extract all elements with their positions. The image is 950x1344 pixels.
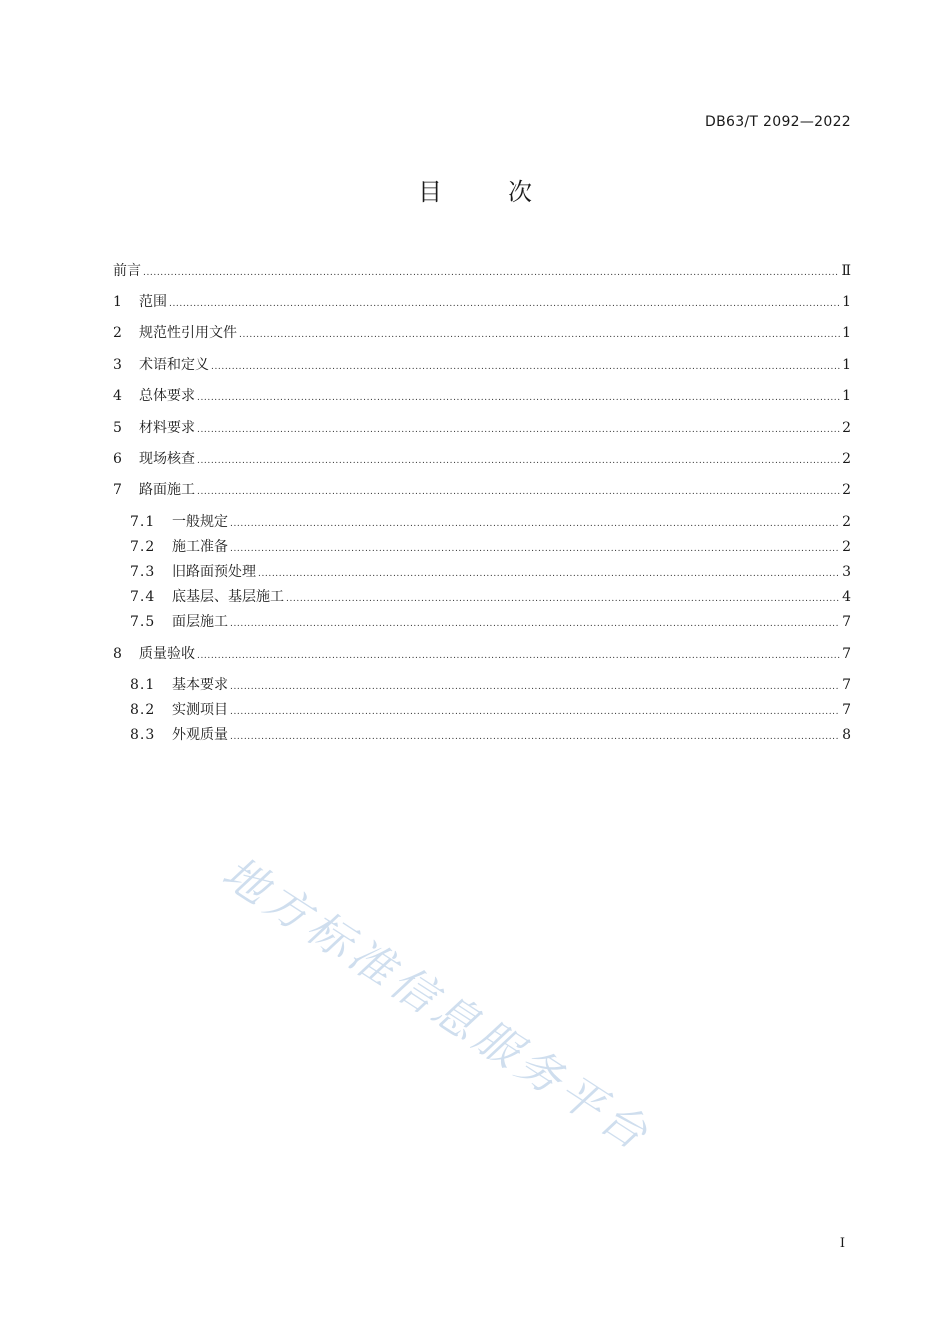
toc-label: 总体要求	[139, 388, 195, 404]
watermark: 地方标准信息服务平台	[213, 847, 661, 1163]
page-title	[0, 172, 950, 207]
toc-page-number: 7	[842, 614, 851, 630]
toc-page-number: 1	[842, 325, 851, 341]
toc-leader-dots	[230, 678, 840, 696]
toc-leader-dots	[286, 590, 840, 608]
toc-label: 材料要求	[139, 420, 195, 436]
toc-label: 旧路面预处理	[172, 564, 256, 580]
toc-entry-7-2[interactable]	[130, 538, 851, 556]
toc-number: 7.1	[130, 514, 156, 530]
toc-leader-dots	[197, 647, 840, 665]
toc-entry-6[interactable]	[113, 450, 851, 468]
toc-number: 7.5	[130, 614, 156, 630]
toc-label: 路面施工	[139, 482, 195, 498]
toc-page-number: 7	[842, 646, 851, 662]
toc-label: 规范性引用文件	[139, 325, 237, 341]
toc-entry-1[interactable]	[113, 293, 851, 311]
toc-page-number: 7	[842, 677, 851, 693]
toc-leader-dots	[239, 326, 840, 344]
toc-entry-3[interactable]	[113, 356, 851, 374]
toc-page-number: 2	[842, 539, 851, 555]
toc-label: 外观质量	[172, 727, 228, 743]
toc-label: 施工准备	[172, 539, 228, 555]
toc-page-number: 3	[842, 564, 851, 580]
toc-leader-dots	[258, 565, 840, 583]
toc-leader-dots	[197, 389, 840, 407]
toc-leader-dots	[230, 615, 840, 633]
toc-page-number: 2	[842, 514, 851, 530]
toc-label: 一般规定	[172, 514, 228, 530]
toc-label: 范围	[139, 294, 167, 310]
toc-number: 7.4	[130, 589, 156, 605]
toc-leader-dots	[230, 728, 840, 746]
toc-number: 7.3	[130, 564, 156, 580]
toc-number: 6	[113, 451, 122, 467]
toc-leader-dots	[169, 295, 840, 313]
toc-page-number: 1	[842, 294, 851, 310]
toc-entry-7-5[interactable]	[130, 613, 851, 631]
toc-label: 术语和定义	[139, 357, 209, 373]
toc-label: 面层施工	[172, 614, 228, 630]
toc-number: 8.2	[130, 702, 156, 718]
toc-leader-dots	[230, 703, 840, 721]
toc-number: 8.3	[130, 727, 156, 743]
title-char-1: 目	[418, 178, 442, 206]
toc-number: 7	[113, 482, 122, 498]
toc-number: 8.1	[130, 677, 156, 693]
toc-leader-dots	[230, 540, 840, 558]
toc-page-number: 4	[842, 589, 851, 605]
toc-entry-5[interactable]	[113, 419, 851, 437]
toc-number: 5	[113, 420, 122, 436]
toc-number: 2	[113, 325, 122, 341]
toc-entry-2[interactable]	[113, 324, 851, 342]
toc-leader-dots	[197, 452, 840, 470]
toc-entry-8[interactable]	[113, 645, 851, 663]
toc-page-number: 7	[842, 702, 851, 718]
toc-entry-7-4[interactable]	[130, 588, 851, 606]
toc-number: 3	[113, 357, 122, 373]
toc-leader-dots	[230, 515, 840, 533]
toc-entry-8-2[interactable]	[130, 701, 851, 719]
toc-leader-dots	[197, 483, 840, 501]
toc-label: 基本要求	[172, 677, 228, 693]
toc-leader-dots	[197, 421, 840, 439]
toc-page-number: 1	[842, 388, 851, 404]
toc-number: 8	[113, 646, 122, 662]
toc-label: 现场核查	[139, 451, 195, 467]
toc-label: 前言	[113, 263, 141, 279]
toc-page-number: 8	[842, 727, 851, 743]
toc-entry-7-1[interactable]	[130, 513, 851, 531]
toc-entry-7[interactable]	[113, 481, 851, 499]
toc-page-number: 1	[842, 357, 851, 373]
toc-page-number: 2	[842, 451, 851, 467]
toc-entry-8-3[interactable]	[130, 726, 851, 744]
toc-label: 实测项目	[172, 702, 228, 718]
document-code: DB63/T 2092—2022	[705, 114, 851, 130]
toc-entry-foreword[interactable]	[113, 262, 851, 280]
toc-number: 4	[113, 388, 122, 404]
toc-label: 质量验收	[139, 646, 195, 662]
toc-number: 1	[113, 294, 122, 310]
page-number: I	[839, 1236, 845, 1251]
toc-page-number: Ⅱ	[841, 263, 851, 279]
toc-leader-dots	[211, 358, 840, 376]
toc-entry-8-1[interactable]	[130, 676, 851, 694]
toc-leader-dots	[143, 264, 839, 282]
toc-entry-7-3[interactable]	[130, 563, 851, 581]
toc-number: 7.2	[130, 539, 156, 555]
title-char-2: 次	[508, 178, 532, 206]
toc-page-number: 2	[842, 420, 851, 436]
toc-entry-4[interactable]	[113, 387, 851, 405]
toc-page-number: 2	[842, 482, 851, 498]
toc-label: 底基层、基层施工	[172, 589, 284, 605]
